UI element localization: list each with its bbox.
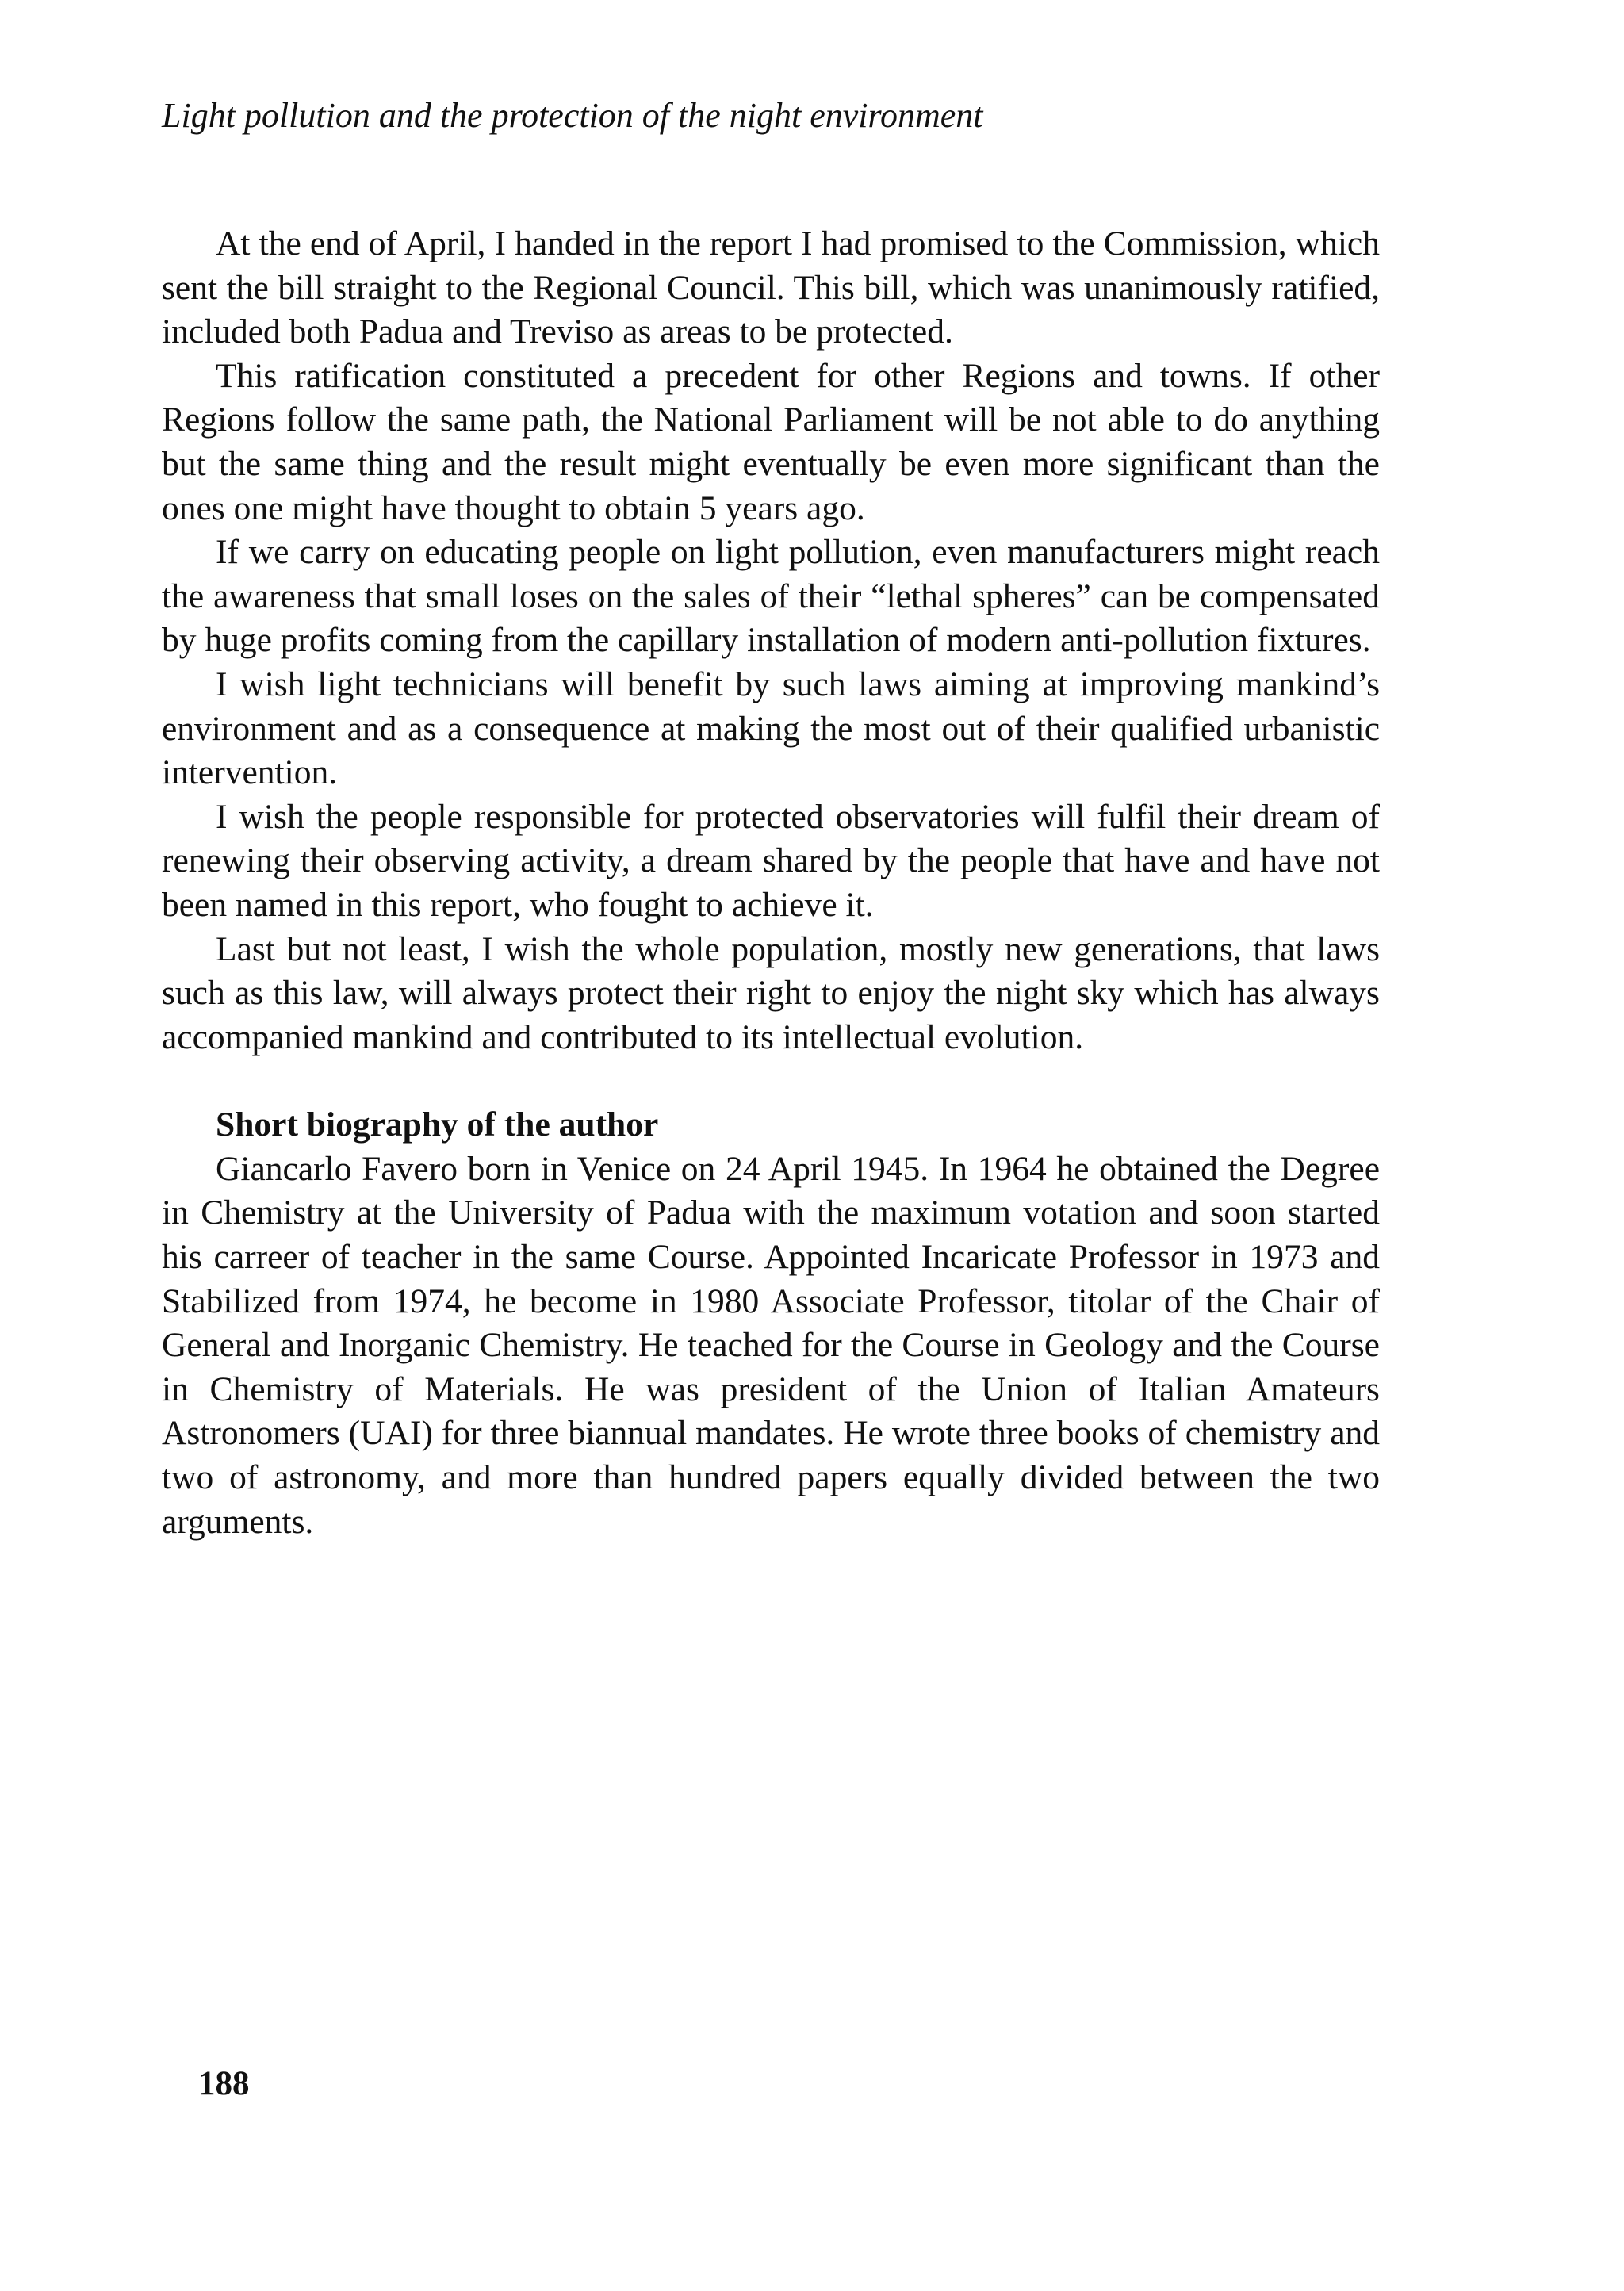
- body-text: [162, 222, 1380, 1544]
- body-paragraph: I wish the people responsible for protected observatories will fulfil their dream of renewing their observing activity, a dream shared by the people that have and have not been named in this report, who fought to achieve it.: [162, 797, 1380, 924]
- body-paragraph: I wish light technicians will benefit by such laws aiming at improving mankind’s environment and as a consequence at making the most out of their qualified urbanistic intervention.: [162, 665, 1380, 792]
- body-paragraph: If we carry on educating people on light pollution, even manufacturers might reach the awareness that small loses on the sales of their “lethal spheres” can be compensated by huge profits coming from the capillary installation of modern anti-pollution fixtures.: [162, 533, 1380, 660]
- biography-paragraph: Giancarlo Favero born in Venice on 24 April 1945. In 1964 he obtained the Degree in Chemistry at the University of Padua with the maximum votation and soon started his carreer of teacher in the same Course. Appointed Incaricate Professor in 1973 and Stabilized from 1974, he become in 1980 Associate Professor, titolar of the Chair of General and Inorganic Chemistry. He teached for the Course in Geology and the Course in Chemistry of Materials. He was president of the Union of Italian Amateurs Astronomers (UAI) for three biannual mandates. He wrote three books of chemistry and two of astronomy, and more than hundred papers equally divided between the two arguments.: [162, 1149, 1380, 1541]
- biography-heading: Short biography of the author: [216, 1105, 659, 1144]
- page-number: 188: [198, 2065, 250, 2102]
- body-paragraph: This ratification constituted a precedent for other Regions and towns. If other Regions follow the same path, the National Parliament will be not able to do anything but the same thing and the result might eventually be even more significant than the ones one might have thought to obtain 5 years ago.: [162, 356, 1380, 527]
- body-paragraph: At the end of April, I handed in the report I had promised to the Commission, which sent the bill straight to the Regional Council. This bill, which was unanimously ratified, included both Padua and Treviso as areas to be protected.: [162, 224, 1380, 351]
- body-paragraph: Last but not least, I wish the whole population, mostly new generations, that laws such as this law, will always protect their right to enjoy the night sky which has always accompanied mankind and contributed to its intellectual evolution.: [162, 929, 1380, 1056]
- running-head: Light pollution and the protection of the night environment: [162, 96, 983, 135]
